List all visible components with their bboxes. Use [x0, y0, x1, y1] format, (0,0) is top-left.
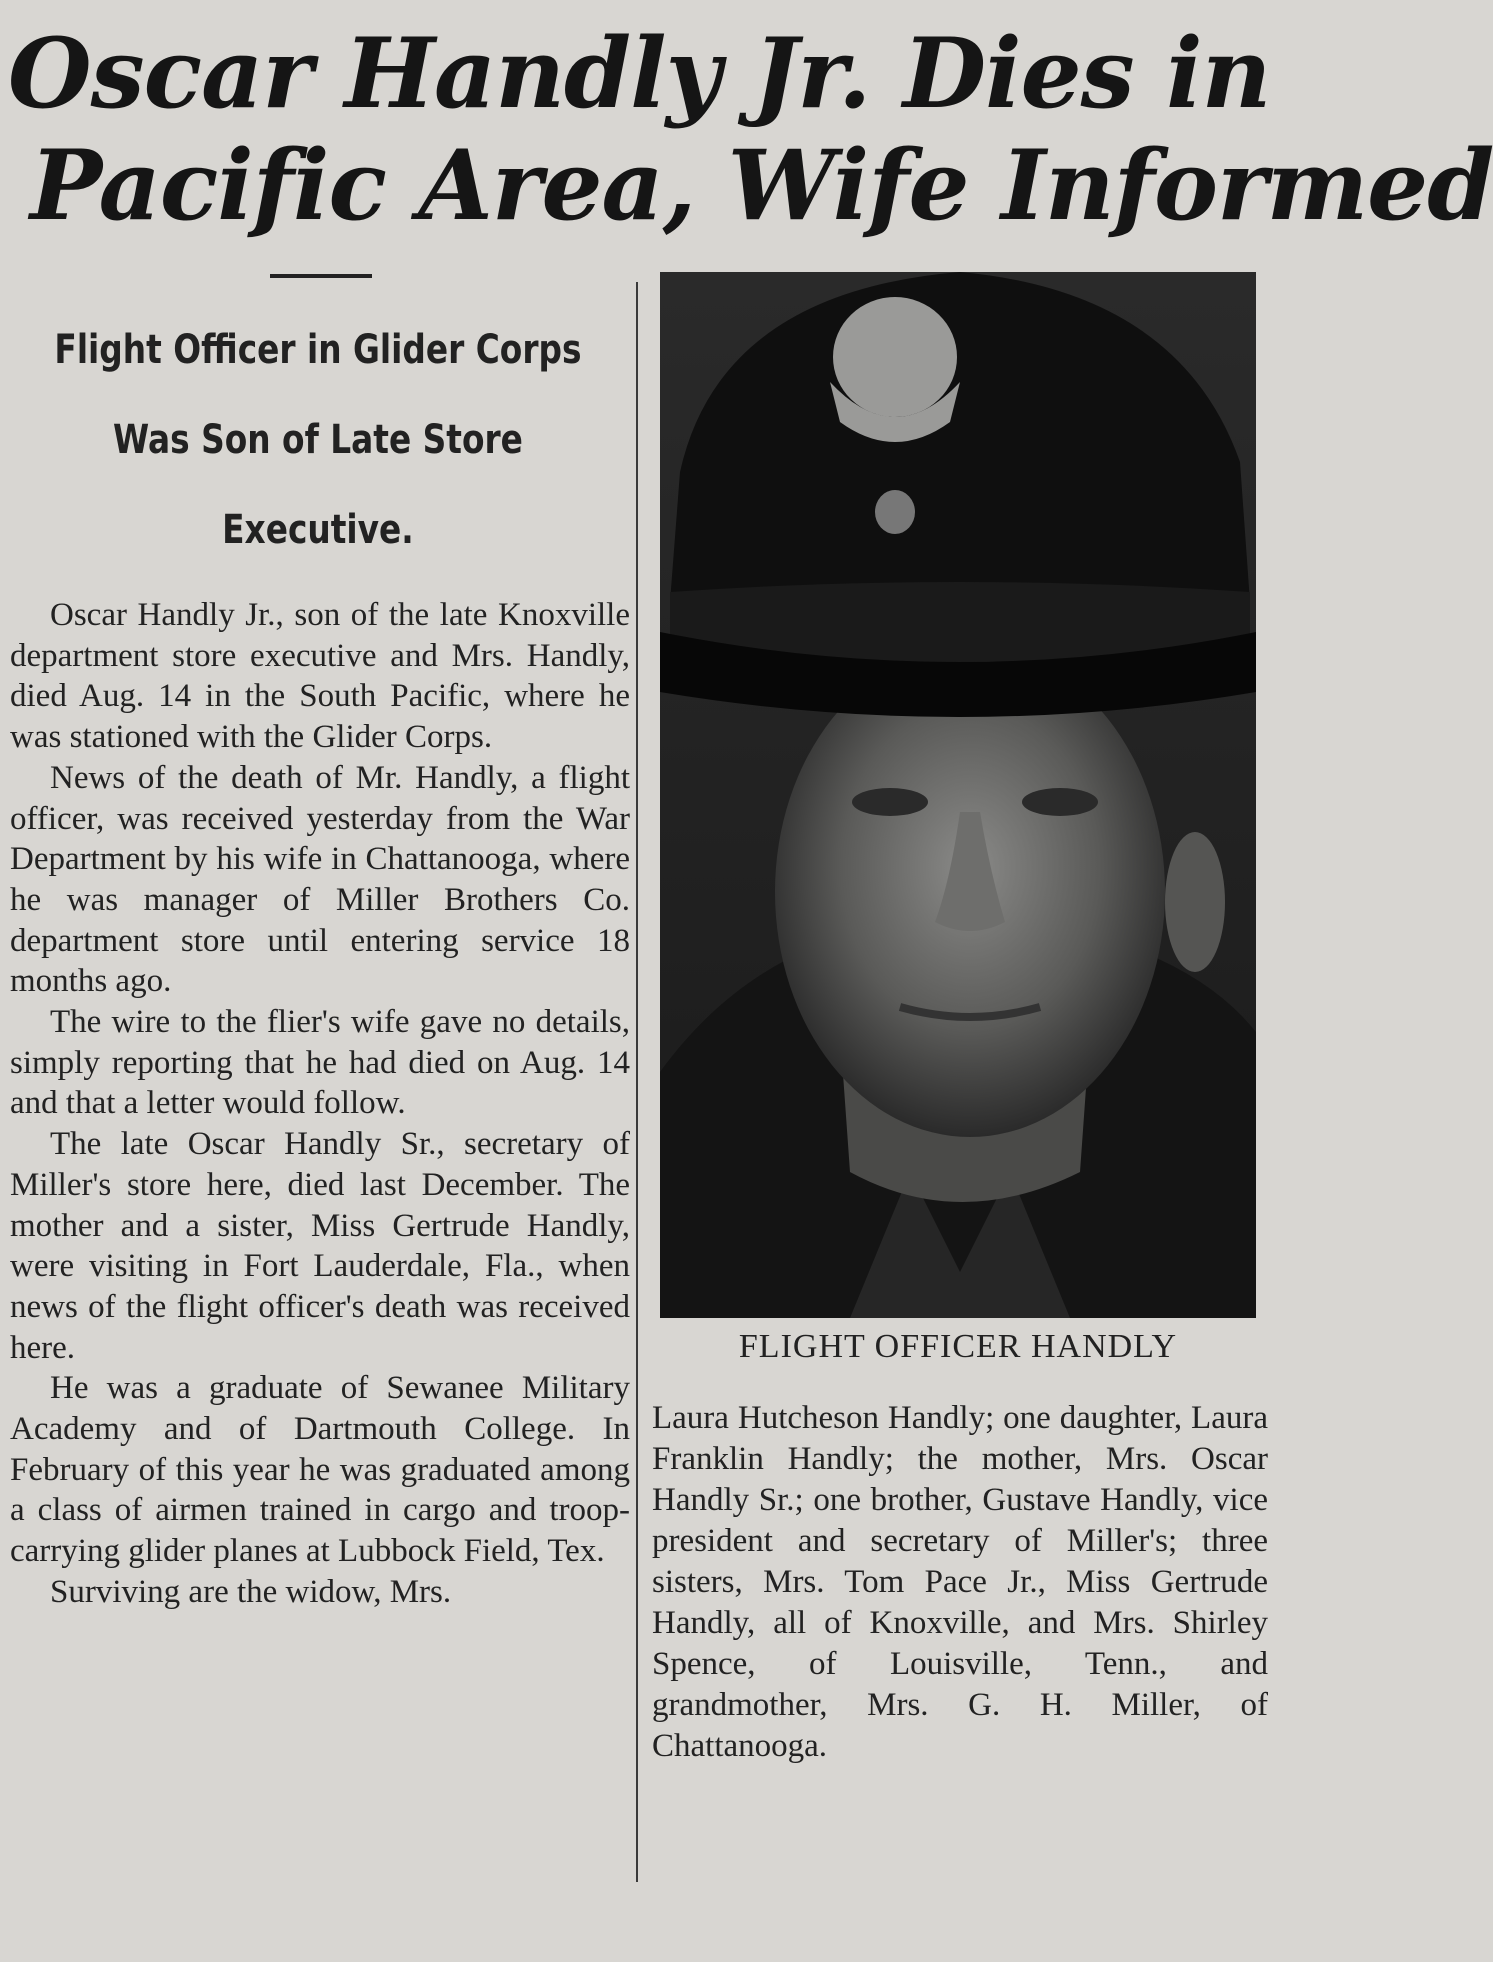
article-body-left-column	[10, 595, 630, 1613]
article-paragraph: The late Oscar Handly Sr., secretary of Miller's store here, died last December. The mother and a sister, Miss Gertrude Handly, were visiting in Fort Lauderdale, Fla., when news of the flight officer's death was received here.	[10, 1126, 630, 1366]
subheadline-line-3: Executive.	[222, 507, 414, 553]
article-body-right-column	[652, 1398, 1268, 1767]
article-paragraph-continued: Laura Hutcheson Handly; one daughter, Laura Franklin Handly; the mother, Mrs. Oscar Handly Sr.; one brother, Gustave Handly, vice president and secretary of Miller's; three sisters, Mrs. Tom Pace Jr., Miss Gertrude Handly, all of Knoxville, and Mrs. Shirley Spence, of Louisville, Tenn., and grandmother, Mrs. G. H. Miller, of Chattanooga.	[652, 1400, 1268, 1764]
subheadline-line-2: Was Son of Late Store	[113, 417, 523, 463]
headline-divider	[270, 274, 372, 278]
article-paragraph: He was a graduate of Sewanee Military Academy and of Dartmouth College. In February of this year he was graduated among a class of airmen trained in cargo and troop-carrying glider planes at Lubbock Field, Tex.	[10, 1370, 630, 1570]
column-divider	[636, 282, 638, 1882]
portrait-illustration	[660, 272, 1256, 1318]
article-paragraph: Surviving are the widow, Mrs.	[50, 1573, 452, 1610]
headline	[8, 17, 1493, 242]
subheadline-line-1: Flight Officer in Glider Corps	[54, 327, 582, 373]
headline-line-1: Oscar Handly Jr. Dies in	[8, 17, 1271, 130]
subheadline	[8, 305, 628, 575]
article-paragraph: News of the death of Mr. Handly, a flight officer, was received yesterday from the War Department by his wife in Chattanooga, where he was manager of Miller Brothers Co. department store until entering service 18 months ago.	[10, 759, 630, 1000]
article-paragraph: Oscar Handly Jr., son of the late Knoxville department store executive and Mrs. Handly, died Aug. 14 in the South Pacific, where he was stationed with the Glider Corps.	[10, 597, 630, 756]
headline-line-2: Pacific Area, Wife Informed	[30, 129, 1493, 242]
photo-caption: FLIGHT OFFICER HANDLY	[738, 1328, 1178, 1365]
portrait-photo	[660, 272, 1256, 1318]
article-paragraph: The wire to the flier's wife gave no details, simply reporting that he had died on Aug. 14 and that a letter would follow.	[10, 1004, 630, 1122]
